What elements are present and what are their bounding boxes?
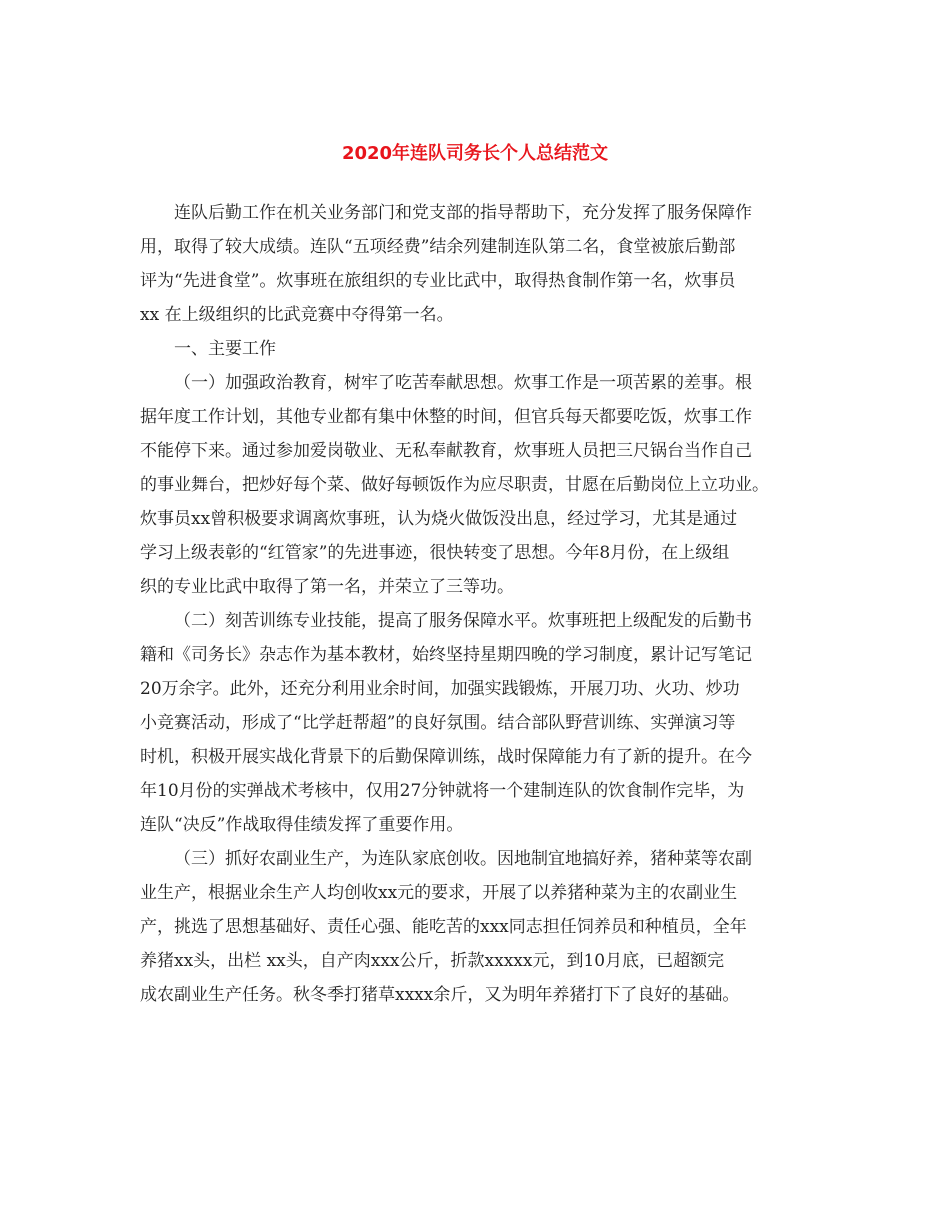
body-line: 籍和《司务长》杂志作为基本教材，始终坚持星期四晚的学习制度，累计记写笔记	[140, 645, 752, 665]
document-title: 2020年连队司务长个人总结范文	[341, 143, 609, 164]
body-line: 评为“先进食堂”。炊事班在旅组织的专业比武中，取得热食制作第一名，炊事员	[140, 271, 736, 291]
body-line: （一）加强政治教育，树牢了吃苦奉献思想。炊事工作是一项苦累的差事。根	[174, 373, 752, 393]
document-body	[140, 196, 808, 1012]
body-line: （二）刻苦训练专业技能，提高了服务保障水平。炊事班把上级配发的后勤书	[174, 611, 752, 631]
body-line: 据年度工作计划，其他专业都有集中休整的时间，但官兵每天都要吃饭，炊事工作	[140, 407, 752, 427]
body-line: 学习上级表彰的“红管家”的先进事迹，很快转变了思想。今年8月份，在上级组	[140, 543, 730, 563]
body-line: 小竞赛活动，形成了“比学赶帮超”的良好氛围。结合部队野营训练、实弹演习等	[140, 713, 736, 733]
body-line: 时机，积极开展实战化背景下的后勤保障训练，战时保障能力有了新的提升。在今	[140, 747, 752, 767]
body-line: 年10月份的实弹战术考核中，仅用27分钟就将一个建制连队的饮食制作完毕，为	[140, 781, 745, 801]
body-line: 的事业舞台，把炒好每个菜、做好每顿饭作为应尽职责，甘愿在后勤岗位上立功业。	[140, 475, 769, 495]
body-line: 一、主要工作	[174, 339, 276, 359]
body-line: 20万余字。此外，还充分利用业余时间，加强实践锻炼，开展刀功、火功、炒功	[140, 679, 740, 699]
body-line: 成农副业生产任务。秋冬季打猪草xxxx余斤，又为明年养猪打下了良好的基础。	[140, 985, 740, 1005]
body-line: 养猪xx头，出栏 xx头，自产肉xxx公斤，折款xxxxx元，到10月底，已超额完	[140, 951, 725, 971]
body-line: 连队“决反”作战取得佳绩发挥了重要作用。	[140, 815, 464, 835]
body-line: （三）抓好农副业生产，为连队家底创收。因地制宜地搞好养，猪种菜等农副	[174, 849, 752, 869]
body-line: 连队后勤工作在机关业务部门和党支部的指导帮助下，充分发挥了服务保障作	[174, 203, 752, 223]
body-line: 不能停下来。通过参加爱岗敬业、无私奉献教育，炊事班人员把三尺锅台当作自己	[140, 441, 752, 461]
body-line: 产，挑选了思想基础好、责任心强、能吃苦的xxx同志担任饲养员和种植员，全年	[140, 917, 747, 937]
body-line: 织的专业比武中取得了第一名，并荣立了三等功。	[140, 577, 514, 597]
body-line: 用，取得了较大成绩。连队“五项经费”结余列建制连队第二名，食堂被旅后勤部	[140, 237, 736, 257]
body-line: 业生产，根据业余生产人均创收xx元的要求，开展了以养猪种菜为主的农副业生	[140, 883, 738, 903]
body-line: 炊事员xx曾积极要求调离炊事班，认为烧火做饭没出息，经过学习，尤其是通过	[140, 509, 738, 529]
body-line: xx 在上级组织的比武竞赛中夺得第一名。	[140, 305, 454, 325]
